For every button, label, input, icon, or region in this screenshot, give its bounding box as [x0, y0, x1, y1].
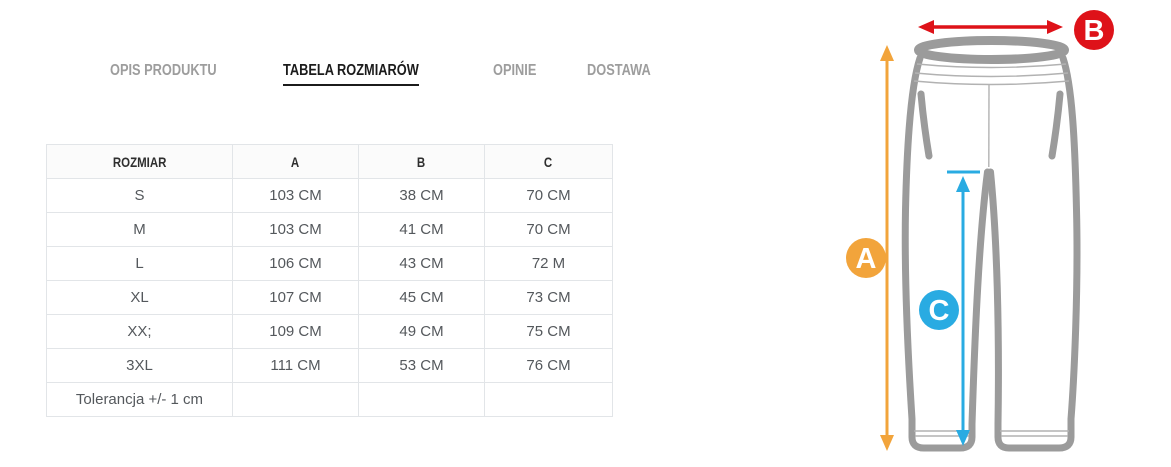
table-cell: 75 CM	[485, 315, 613, 349]
table-cell: L	[47, 247, 233, 281]
table-cell: 38 CM	[359, 179, 485, 213]
table-cell: 45 CM	[359, 281, 485, 315]
table-cell: M	[47, 213, 233, 247]
size-table-header-row	[47, 145, 613, 179]
table-cell: 3XL	[47, 349, 233, 383]
table-cell: 41 CM	[359, 213, 485, 247]
table-cell: 73 CM	[485, 281, 613, 315]
table-row	[47, 349, 613, 383]
table-cell: 70 CM	[485, 213, 613, 247]
table-row-tolerance	[47, 383, 613, 417]
waistband	[919, 41, 1065, 60]
arrowhead-down-icon	[880, 435, 894, 451]
table-cell: 72 M	[485, 247, 613, 281]
table-cell: 70 CM	[485, 179, 613, 213]
table-cell	[233, 383, 359, 417]
pants-seams	[914, 64, 1069, 436]
tab-label: OPINIE	[493, 62, 537, 79]
table-cell: 106 CM	[233, 247, 359, 281]
drawstring-line	[915, 73, 1068, 77]
tab-label: OPIS PRODUKTU	[110, 62, 217, 79]
measure-b-arrow	[918, 20, 1063, 34]
label-c-text: C	[928, 295, 950, 327]
drawstring-line	[917, 64, 1066, 68]
table-row	[47, 179, 613, 213]
table-cell: 103 CM	[233, 213, 359, 247]
table-cell: XX;	[47, 315, 233, 349]
table-row	[47, 315, 613, 349]
tab-label: TABELA ROZMIARÓW	[283, 62, 419, 86]
pants-left-leg	[905, 58, 987, 448]
table-cell: 107 CM	[233, 281, 359, 315]
left-pocket	[921, 94, 929, 156]
table-cell: 43 CM	[359, 247, 485, 281]
header-cell-b: B	[359, 145, 485, 179]
table-cell: S	[47, 179, 233, 213]
table-cell: 111 CM	[233, 349, 359, 383]
measure-label-a	[846, 238, 886, 278]
header-cell-a: A	[233, 145, 359, 179]
arrowhead-left-icon	[918, 20, 934, 34]
arrowhead-up-icon	[880, 45, 894, 61]
tab-opinie[interactable]	[493, 62, 547, 80]
header-cell-c: C	[485, 145, 613, 179]
tab-tabela-rozmiarow[interactable]	[283, 62, 453, 86]
measure-label-b	[1074, 10, 1114, 50]
tab-opis-produktu[interactable]	[110, 62, 243, 80]
table-cell	[485, 383, 613, 417]
arrowhead-up-icon	[956, 176, 970, 192]
tab-label: DOSTAWA	[587, 62, 652, 79]
pants-diagram-svg	[840, 0, 1130, 467]
table-cell: 109 CM	[233, 315, 359, 349]
pants-outline	[905, 41, 1077, 449]
table-cell: 53 CM	[359, 349, 485, 383]
pants-right-leg	[991, 58, 1077, 448]
label-a-text: A	[855, 243, 877, 275]
measure-label-c	[919, 290, 959, 330]
table-cell	[359, 383, 485, 417]
arrowhead-right-icon	[1047, 20, 1063, 34]
table-cell: 76 CM	[485, 349, 613, 383]
header-cell-rozmiar: ROZMIAR	[47, 145, 233, 179]
drawstring-line	[914, 81, 1069, 85]
table-row	[47, 213, 613, 247]
right-cuff-lines	[1000, 431, 1069, 436]
table-cell: XL	[47, 281, 233, 315]
size-table	[46, 144, 613, 417]
table-cell: 49 CM	[359, 315, 485, 349]
pants-measurement-diagram	[840, 0, 1130, 467]
product-tabs	[110, 62, 667, 86]
right-pocket	[1052, 94, 1060, 156]
table-cell: Tolerancja +/- 1 cm	[47, 383, 233, 417]
label-b-text: B	[1083, 15, 1105, 47]
tab-dostawa[interactable]	[587, 62, 667, 80]
table-row	[47, 247, 613, 281]
table-cell: 103 CM	[233, 179, 359, 213]
table-row	[47, 281, 613, 315]
